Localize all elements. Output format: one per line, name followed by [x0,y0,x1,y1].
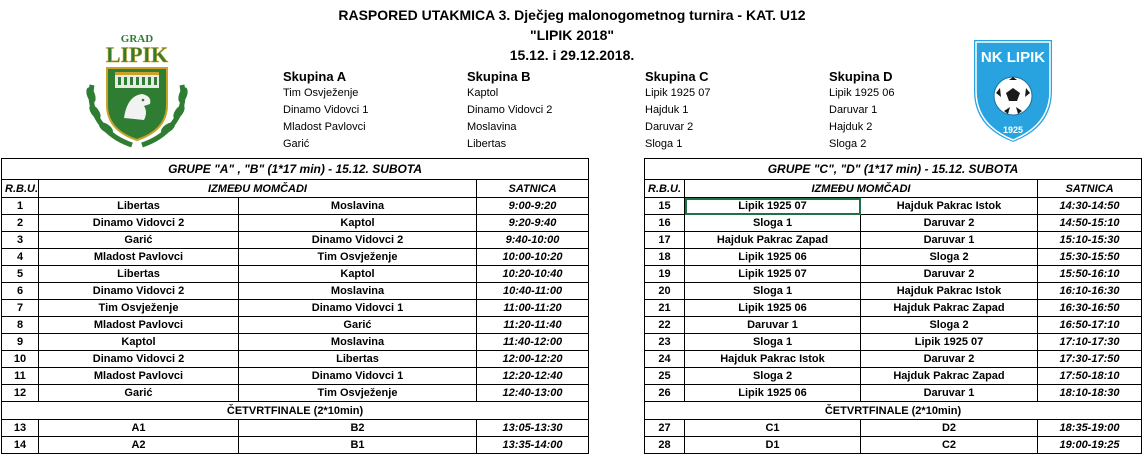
header-match[interactable]: IZMEĐU MOMČADI [39,180,477,198]
away-team[interactable]: Daruvar 1 [861,385,1038,402]
match-time[interactable]: 18:10-18:30 [1038,385,1142,402]
table-row [645,249,1142,266]
match-number[interactable]: 22 [645,317,685,334]
match-time[interactable]: 17:10-17:30 [1038,334,1142,351]
table-header-row [645,180,1142,198]
home-team[interactable]: Sloga 2 [685,368,861,385]
table-row [645,266,1142,283]
group-team: Lipik 1925 07 [645,87,711,99]
home-team[interactable]: Tim Osvježenje [39,300,239,317]
header-rbu[interactable]: R.B.U. [2,180,39,198]
away-team[interactable]: Tim Osvježenje [239,249,477,266]
match-time[interactable]: 17:30-17:50 [1038,351,1142,368]
table-row [645,300,1142,317]
match-time[interactable]: 18:35-19:00 [1038,420,1142,437]
group-team: Tim Osvježenje [283,87,359,99]
match-time[interactable]: 9:40-10:00 [477,232,589,249]
home-team[interactable]: Dinamo Vidovci 2 [39,215,239,232]
match-time[interactable]: 13:35-14:00 [477,437,589,454]
group-team: Kaptol [467,87,499,99]
section-row [2,402,589,420]
match-time[interactable]: 10:20-10:40 [477,266,589,283]
home-team[interactable]: Mladost Pavlovci [39,249,239,266]
match-time[interactable]: 12:20-12:40 [477,368,589,385]
table-row [2,351,589,368]
home-team[interactable]: Daruvar 1 [685,317,861,334]
away-team[interactable]: Hajduk Pakrac Zapad [861,368,1038,385]
group-c [645,68,815,153]
match-number[interactable]: 12 [2,385,39,402]
group-d [829,68,999,153]
match-number[interactable]: 26 [645,385,685,402]
home-team[interactable]: Mladost Pavlovci [39,368,239,385]
header-time[interactable]: SATNICA [1038,180,1142,198]
home-team[interactable]: Lipik 1925 06 [685,249,861,266]
home-team[interactable]: Libertas [39,266,239,283]
match-number[interactable]: 17 [645,232,685,249]
table-row [2,368,589,385]
table-caption-row [2,159,589,180]
home-team[interactable]: Lipik 1925 06 [685,385,861,402]
table-row [2,300,589,317]
home-team[interactable]: C1 [685,420,861,437]
section-row [645,402,1142,420]
away-team[interactable]: Kaptol [239,215,477,232]
svg-text:NK LIPIK: NK LIPIK [980,49,1046,66]
away-team[interactable]: Dinamo Vidovci 2 [239,232,477,249]
away-team[interactable]: Moslavina [239,334,477,351]
away-team[interactable]: Moslavina [239,283,477,300]
home-team[interactable]: Lipik 1925 07 [685,266,861,283]
match-number[interactable]: 2 [2,215,39,232]
table-row [2,215,589,232]
group-team: Dinamo Vidovci 1 [283,104,369,116]
schedule-table-groups-cd [644,158,1142,454]
match-time[interactable]: 14:50-15:10 [1038,215,1142,232]
away-team[interactable]: Daruvar 2 [861,215,1038,232]
match-time[interactable]: 14:30-14:50 [1038,198,1142,215]
match-time[interactable]: 19:00-19:25 [1038,437,1142,454]
group-a [283,68,453,153]
group-team: Sloga 2 [829,138,867,150]
match-time[interactable]: 12:00-12:20 [477,351,589,368]
home-team[interactable]: Sloga 1 [685,283,861,300]
table-row [2,249,589,266]
away-team[interactable]: Dinamo Vidovci 1 [239,300,477,317]
table-caption[interactable]: GRUPE "C", "D" (1*17 min) - 15.12. SUBOTA [645,159,1142,180]
match-time[interactable]: 16:50-17:10 [1038,317,1142,334]
match-time[interactable]: 10:00-10:20 [477,249,589,266]
table-header-row [2,180,589,198]
home-team[interactable]: Hajduk Pakrac Istok [685,351,861,368]
group-b [467,68,637,153]
tournament-dates: 15.12. i 29.12.2018. [509,47,635,63]
table-row [645,317,1142,334]
group-title: Skupina A [283,69,347,84]
table-row [645,368,1142,385]
tournament-name: "LIPIK 2018" [529,27,615,43]
table-row [645,351,1142,368]
away-team[interactable]: D2 [861,420,1038,437]
home-team[interactable]: Sloga 1 [685,215,861,232]
match-number[interactable]: 13 [2,420,39,437]
match-number[interactable]: 1 [2,198,39,215]
match-number[interactable]: 18 [645,249,685,266]
table-row [645,437,1142,454]
table-row [645,232,1142,249]
table-row [645,283,1142,300]
group-team: Mladost Pavlovci [283,121,366,133]
table-row [645,420,1142,437]
match-number[interactable]: 10 [2,351,39,368]
table-row [2,283,589,300]
match-number[interactable]: 24 [645,351,685,368]
table-row [2,232,589,249]
match-number[interactable]: 5 [2,266,39,283]
match-time[interactable]: 9:20-9:40 [477,215,589,232]
match-number[interactable]: 11 [2,368,39,385]
match-time[interactable]: 11:20-11:40 [477,317,589,334]
match-number[interactable]: 3 [2,232,39,249]
away-team[interactable]: Kaptol [239,266,477,283]
group-team: Dinamo Vidovci 2 [467,104,553,116]
group-title: Skupina C [645,69,709,84]
away-team[interactable]: Moslavina [239,198,477,215]
header-match[interactable]: IZMEĐU MOMČADI [685,180,1038,198]
match-number[interactable]: 28 [645,437,685,454]
match-number[interactable]: 9 [2,334,39,351]
group-team: Hajduk 1 [645,104,689,116]
away-team[interactable]: Sloga 2 [861,249,1038,266]
away-team[interactable]: B2 [239,420,477,437]
match-number[interactable]: 23 [645,334,685,351]
group-team: Sloga 1 [645,138,683,150]
header-time[interactable]: SATNICA [477,180,589,198]
match-number[interactable]: 27 [645,420,685,437]
match-number[interactable]: 14 [2,437,39,454]
away-team[interactable]: Daruvar 1 [861,232,1038,249]
table-row [645,215,1142,232]
away-team[interactable]: Daruvar 2 [861,266,1038,283]
table-row [2,266,589,283]
away-team[interactable]: Hajduk Pakrac Istok [861,283,1038,300]
table-row [645,334,1142,351]
home-team[interactable]: Dinamo Vidovci 2 [39,283,239,300]
match-time[interactable]: 9:00-9:20 [477,198,589,215]
home-team[interactable]: D1 [685,437,861,454]
match-time[interactable]: 15:50-16:10 [1038,266,1142,283]
schedule-table-groups-ab [1,158,589,454]
match-number[interactable]: 4 [2,249,39,266]
match-number[interactable]: 8 [2,317,39,334]
away-team[interactable]: B1 [239,437,477,454]
match-number[interactable]: 7 [2,300,39,317]
match-time[interactable]: 13:05-13:30 [477,420,589,437]
match-time[interactable]: 11:40-12:00 [477,334,589,351]
home-team[interactable]: Libertas [39,198,239,215]
match-time[interactable]: 12:40-13:00 [477,385,589,402]
home-team[interactable]: Garić [39,232,239,249]
table-caption-row [645,159,1142,180]
away-team[interactable]: Garić [239,317,477,334]
away-team[interactable]: Hajduk Pakrac Istok [861,198,1038,215]
match-time[interactable]: 11:00-11:20 [477,300,589,317]
svg-text:1925: 1925 [1002,125,1024,135]
page-title: RASPORED UTAKMICA 3. Dječjeg malonogometnog turnira - KAT. U12 [338,7,806,23]
home-team[interactable]: Dinamo Vidovci 2 [39,351,239,368]
home-team[interactable]: Hajduk Pakrac Zapad [685,232,861,249]
match-time[interactable]: 16:30-16:50 [1038,300,1142,317]
match-number[interactable]: 15 [645,198,685,215]
header-rbu[interactable]: R.B.U. [645,180,685,198]
match-time[interactable]: 15:30-15:50 [1038,249,1142,266]
away-team[interactable]: Sloga 2 [861,317,1038,334]
table-row [645,198,1142,215]
away-team[interactable]: Libertas [239,351,477,368]
home-team[interactable]: A1 [39,420,239,437]
home-team[interactable]: A2 [39,437,239,454]
match-time[interactable]: 17:50-18:10 [1038,368,1142,385]
away-team[interactable]: Tim Osvježenje [239,385,477,402]
table-caption[interactable]: GRUPE "A" , "B" (1*17 min) - 15.12. SUBOTA [2,159,589,180]
match-number[interactable]: 6 [2,283,39,300]
svg-text:GRAD: GRAD [120,33,154,45]
match-time[interactable]: 16:10-16:30 [1038,283,1142,300]
home-team[interactable]: Lipik 1925 07 [685,198,861,215]
group-team: Libertas [467,138,507,150]
group-team: Hajduk 2 [829,121,873,133]
group-team: Garić [283,138,310,150]
quarterfinal-heading[interactable]: ČETVRTFINALE (2*10min) [2,402,589,420]
table-row [2,317,589,334]
group-team: Moslavina [467,121,517,133]
match-number[interactable]: 21 [645,300,685,317]
match-time[interactable]: 15:10-15:30 [1038,232,1142,249]
home-team[interactable]: Kaptol [39,334,239,351]
group-title: Skupina D [829,69,893,84]
away-team[interactable]: Dinamo Vidovci 1 [239,368,477,385]
table-row [2,437,589,454]
home-team[interactable]: Garić [39,385,239,402]
match-number[interactable]: 16 [645,215,685,232]
grad-lipik-logo [82,30,192,150]
match-number[interactable]: 20 [645,283,685,300]
group-team: Lipik 1925 06 [829,87,895,99]
match-number[interactable]: 25 [645,368,685,385]
away-team[interactable]: Hajduk Pakrac Zapad [861,300,1038,317]
home-team[interactable]: Mladost Pavlovci [39,317,239,334]
group-team: Daruvar 2 [645,121,694,133]
away-team[interactable]: Daruvar 2 [861,351,1038,368]
match-time[interactable]: 10:40-11:00 [477,283,589,300]
quarterfinal-heading[interactable]: ČETVRTFINALE (2*10min) [645,402,1142,420]
table-row [2,198,589,215]
table-row [2,334,589,351]
home-team[interactable]: Sloga 1 [685,334,861,351]
group-title: Skupina B [467,69,531,84]
away-team[interactable]: Lipik 1925 07 [861,334,1038,351]
group-team: Daruvar 1 [829,104,878,116]
svg-text:LIPIK: LIPIK [105,42,169,67]
table-row [645,385,1142,402]
match-number[interactable]: 19 [645,266,685,283]
table-row [2,385,589,402]
table-row [2,420,589,437]
away-team[interactable]: C2 [861,437,1038,454]
home-team[interactable]: Lipik 1925 06 [685,300,861,317]
